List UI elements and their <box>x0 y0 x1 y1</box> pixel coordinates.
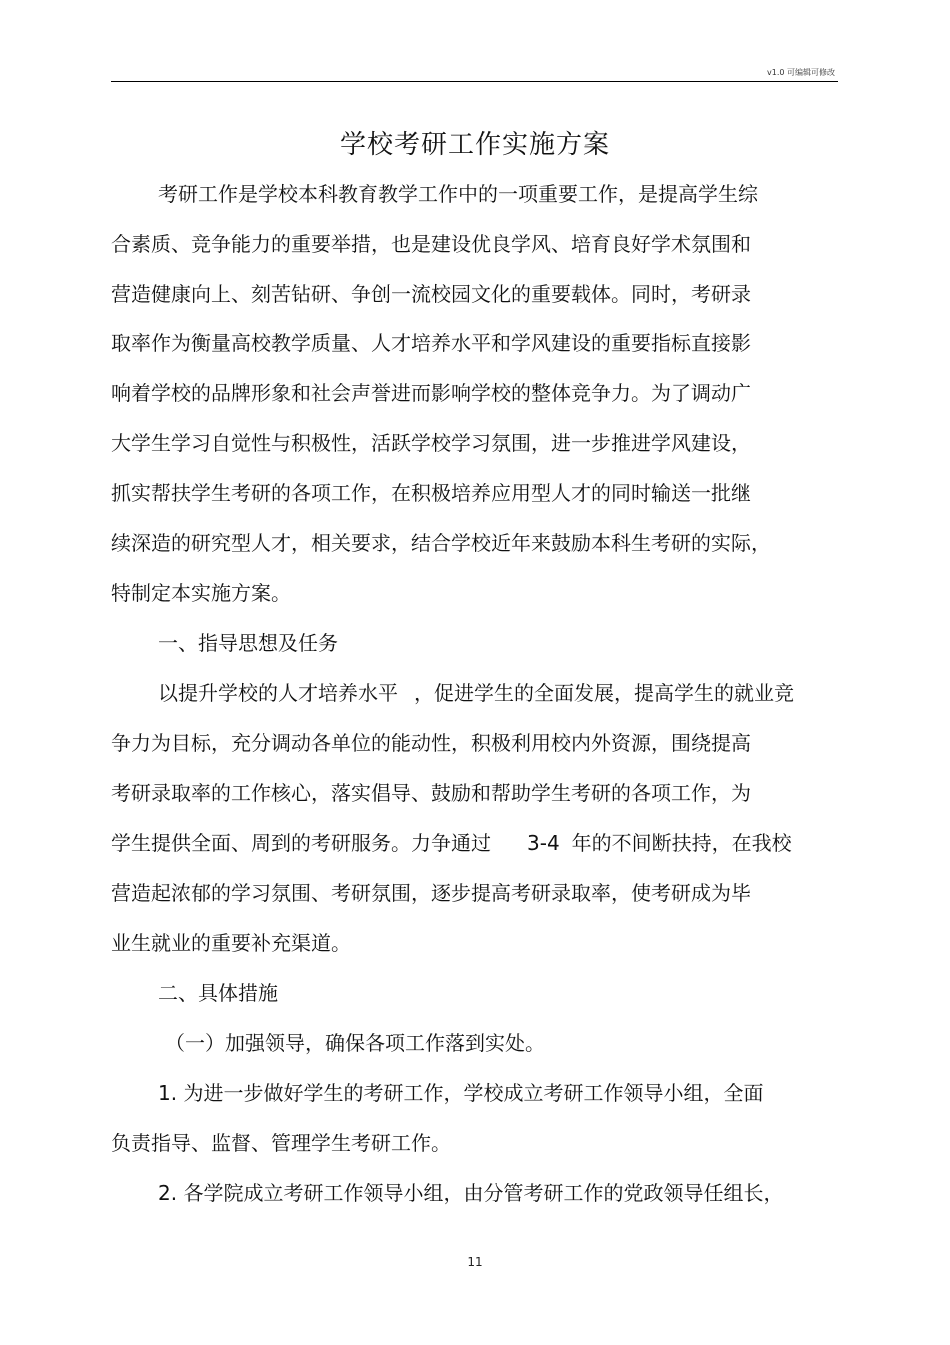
paragraph-line: 争力为目标，充分调动各单位的能动性，积极利用校内外资源，围绕提高 <box>111 731 751 755</box>
header-version-note: v1.0 可编辑可修改 <box>767 68 835 77</box>
paragraph-line: 考研录取率的工作核心，落实倡导、鼓励和帮助学生考研的各项工作，为 <box>111 781 751 805</box>
subsection-heading: （一）加强领导，确保各项工作落到实处。 <box>165 1031 545 1055</box>
paragraph-line <box>111 830 792 856</box>
page-number: 11 <box>467 1255 483 1269</box>
paragraph-line <box>158 680 794 706</box>
section-heading: 二、具体措施 <box>158 981 278 1005</box>
header-divider <box>111 81 838 82</box>
paragraph-line: 大学生学习自觉性与积极性，活跃学校学习氛围，进一步推进学风建设， <box>111 431 751 455</box>
paragraph-line: 响着学校的品牌形象和社会声誉进而影响学校的整体竞争力。为了调动广 <box>111 381 751 405</box>
paragraph-line: 业生就业的重要补充渠道。 <box>111 931 351 955</box>
paragraph-line: 取率作为衡量高校教学质量、人才培养水平和学风建设的重要指标直接影 <box>111 331 751 355</box>
paragraph-line: 续深造的研究型人才，相关要求，结合学校近年来鼓励本科生考研的实际， <box>111 531 771 555</box>
paragraph-line: 2. 各学院成立考研工作领导小组，由分管考研工作的党政领导任组长， <box>158 1181 784 1205</box>
paragraph-line: 营造健康向上、刻苦钻研、争创一流校园文化的重要载体。同时，考研录 <box>111 282 751 306</box>
year-range: 3-4 <box>527 831 560 855</box>
paragraph-line: 抓实帮扶学生考研的各项工作，在积极培养应用型人才的同时输送一批继 <box>111 481 751 505</box>
text-segment: 以提升学校的人才培养水平 <box>158 681 398 705</box>
section-heading: 一、指导思想及任务 <box>158 631 338 655</box>
text-segment: 学生提供全面、周到的考研服务。力争通过 <box>111 831 491 855</box>
text-segment: 年的不间断扶持，在我校 <box>571 831 792 855</box>
paragraph-line: 1. 为进一步做好学生的考研工作，学校成立考研工作领导小组，全面 <box>158 1081 764 1105</box>
text-segment: ，促进学生的全面发展，提高学生的就业竞 <box>414 681 794 705</box>
paragraph-line: 合素质、竞争能力的重要举措，也是建设优良学风、培育良好学术氛围和 <box>111 232 751 256</box>
paragraph-line: 营造起浓郁的学习氛围、考研氛围，逐步提高考研录取率，使考研成为毕 <box>111 881 751 905</box>
paragraph-line: 负责指导、监督、管理学生考研工作。 <box>111 1131 451 1155</box>
document-title: 学校考研工作实施方案 <box>339 130 610 160</box>
paragraph-line: 考研工作是学校本科教育教学工作中的一项重要工作，是提高学生综 <box>158 182 758 206</box>
paragraph-line: 特制定本实施方案。 <box>111 581 291 605</box>
